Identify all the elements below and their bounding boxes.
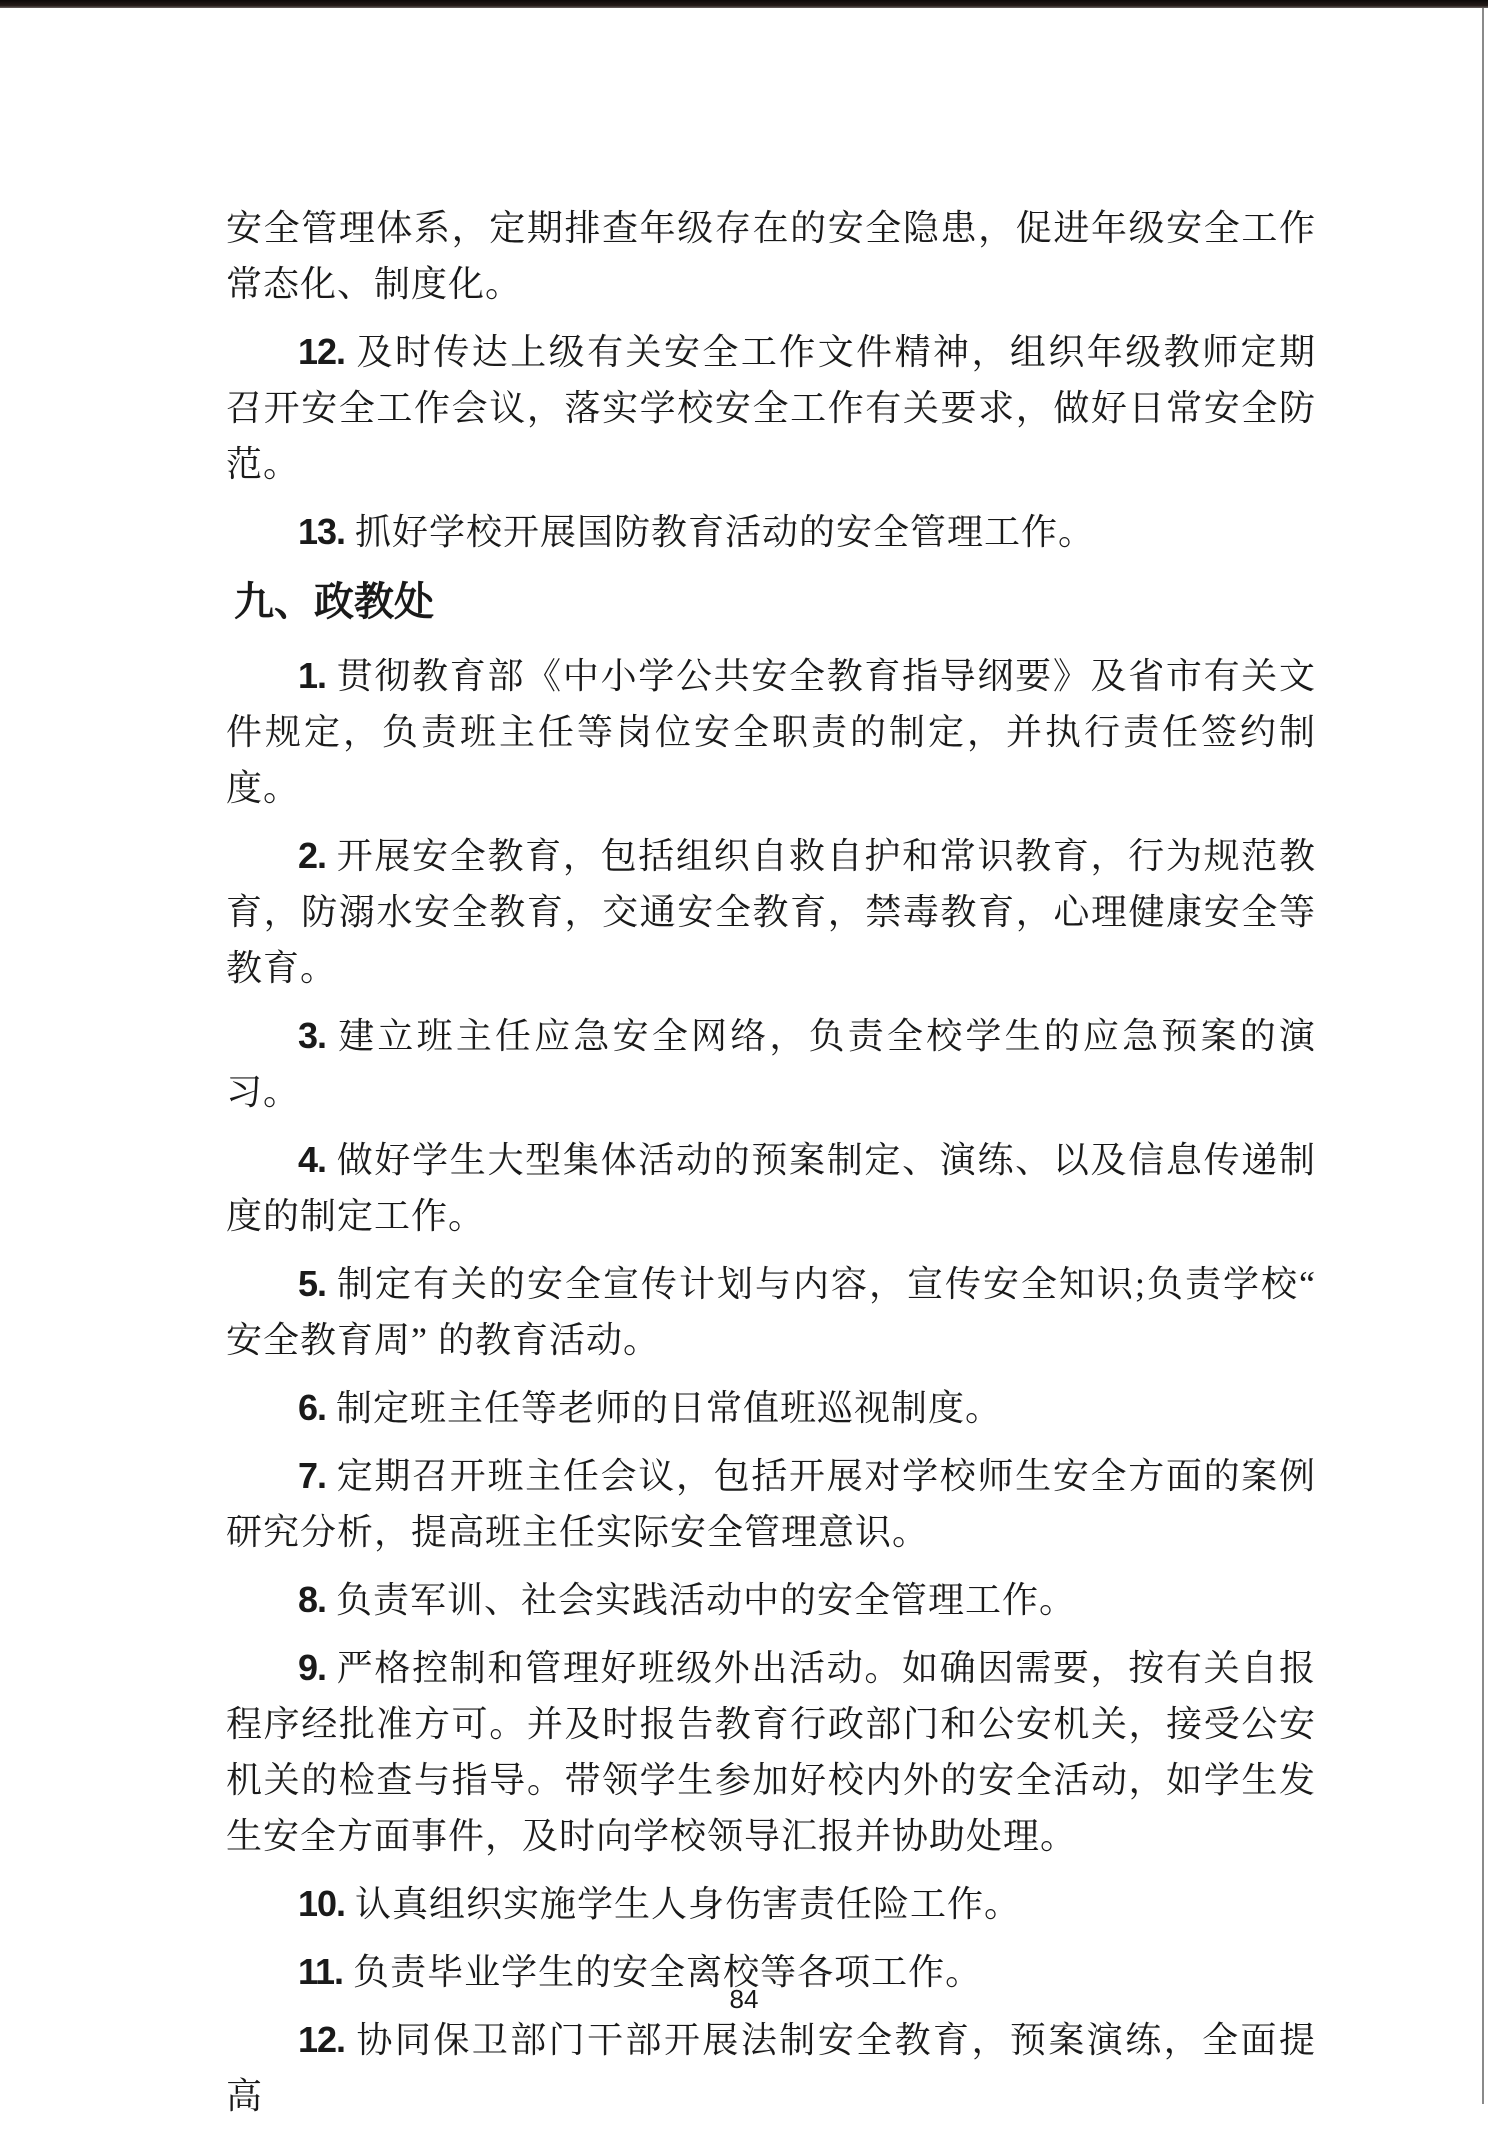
item-number: 10. [298,1883,346,1924]
item-text: 建立班主任应急安全网络，负责全校学生的应急预案的演习。 [226,1016,1316,1112]
paragraph-text: 安全管理体系，定期排查年级存在的安全隐患，促进年级安全工作常态化、制度化。 [226,208,1316,304]
item-text: 定期召开班主任会议，包括开展对学校师生安全方面的案例研究分析，提高班主任实际安全管理意识。 [226,1456,1316,1552]
item-text: 贯彻教育部《中小学公共安全教育指导纲要》及省市有关文件规定，负责班主任等岗位安全职责的制定，并执行责任签约制度。 [226,656,1316,808]
item-text: 抓好学校开展国防教育活动的安全管理工作。 [355,512,1096,552]
item-number: 5. [298,1263,327,1304]
paragraph-continuation [226,200,1316,312]
item-number: 9. [298,1647,327,1688]
numbered-item-9 [226,1640,1316,1864]
numbered-item-7 [226,1448,1316,1560]
numbered-item-8 [226,1572,1316,1628]
numbered-item-6 [226,1380,1316,1436]
item-text: 开展安全教育，包括组织自救自护和常识教育，行为规范教育，防溺水安全教育，交通安全教育，禁毒教育，心理健康安全等教育。 [226,836,1316,988]
section-heading-politics-education-office: 九、政教处 [234,579,434,624]
document-page [0,8,1488,2136]
item-number: 4. [298,1139,327,1180]
item-number: 1. [298,655,327,696]
item-number: 12. [298,2019,346,2060]
numbered-item-13 [226,504,1316,560]
item-number: 11. [298,1951,344,1992]
item-number: 8. [298,1579,327,1620]
numbered-item-2 [226,828,1316,996]
item-number: 3. [298,1015,327,1056]
item-number: 13. [298,511,346,552]
item-text: 做好学生大型集体活动的预案制定、演练、以及信息传递制度的制定工作。 [226,1140,1316,1236]
item-number: 2. [298,835,327,876]
numbered-item-5 [226,1256,1316,1368]
item-text: 制定班主任等老师的日常值班巡视制度。 [336,1388,1003,1428]
numbered-item-3 [226,1008,1316,1120]
numbered-item-10 [226,1876,1316,1932]
item-number: 7. [298,1455,327,1496]
item-text: 认真组织实施学生人身伤害责任险工作。 [355,1884,1022,1924]
item-text: 及时传达上级有关安全工作文件精神，组织年级教师定期召开安全工作会议，落实学校安全工作有关要求，做好日常安全防范。 [226,332,1316,484]
item-text: 协同保卫部门干部开展法制安全教育，预案演练，全面提高 [226,2020,1316,2116]
page-number: 84 [729,1984,759,2014]
numbered-item-12-second [226,2012,1316,2124]
item-text: 负责军训、社会实践活动中的安全管理工作。 [336,1580,1077,1620]
top-accent-bar [0,0,1488,8]
numbered-item-12 [226,324,1316,492]
numbered-item-4 [226,1132,1316,1244]
item-text: 制定有关的安全宣传计划与内容，宣传安全知识;负责学校“ 安全教育周” 的教育活动。 [226,1264,1316,1360]
item-text: 严格控制和管理好班级外出活动。如确因需要，按有关自报程序经批准方可。并及时报告教育行政部门和公安机关，接受公安机关的检查与指导。带领学生参加好校内外的安全活动，如学生发生安全方面事件，及时向学校领导汇报并协助处理。 [226,1648,1316,1856]
numbered-item-1 [226,648,1316,816]
item-number: 6. [298,1387,327,1428]
item-number: 12. [298,331,346,372]
item-text: 负责毕业学生的安全离校等各项工作。 [353,1952,983,1992]
